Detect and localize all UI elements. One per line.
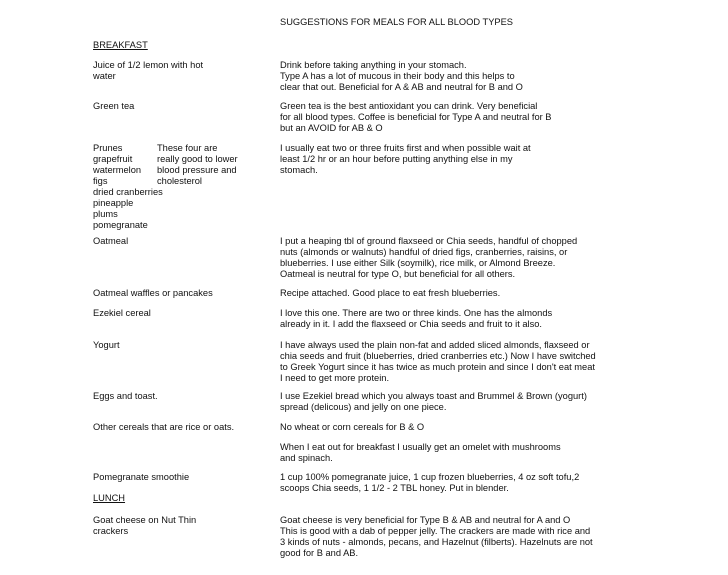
meal-note: and spinach.	[280, 453, 333, 463]
meal-item: water	[93, 71, 116, 81]
fruit-item: plums	[93, 209, 118, 219]
fruit-item: grapefruit	[93, 154, 133, 164]
meal-note: Type A has a lot of mucous in their body and this helps to	[280, 71, 515, 81]
fruit-item: pineapple	[93, 198, 134, 208]
meal-note: but an AVOID for AB & O	[280, 123, 383, 133]
breakfast-heading: BREAKFAST	[93, 40, 148, 50]
meal-note: Drink before taking anything in your stomach.	[280, 60, 467, 70]
meal-note: 1 cup 100% pomegranate juice, 1 cup frozen blueberries, 4 oz soft tofu,2	[280, 472, 580, 482]
meal-note: Green tea is the best antioxidant you can drink. Very beneficial	[280, 101, 538, 111]
meal-item: Eggs and toast.	[93, 391, 158, 401]
meal-note: No wheat or corn cereals for B & O	[280, 422, 425, 432]
meal-note: scoops Chia seeds, 1 1/2 - 2 TBL honey. Put in blender.	[280, 483, 509, 493]
meal-note: spread (delicous) and jelly on one piece.	[280, 402, 447, 412]
meal-note: I need to get more protein.	[280, 373, 390, 383]
document-title: SUGGESTIONS FOR MEALS FOR ALL BLOOD TYPES	[280, 17, 513, 27]
meal-item: Ezekiel cereal	[93, 308, 151, 318]
meal-item: Oatmeal waffles or pancakes	[93, 288, 213, 298]
meal-item: Pomegranate smoothie	[93, 472, 190, 482]
meal-note: I use Ezekiel bread which you always toast and Brummel & Brown (yogurt)	[280, 391, 587, 401]
fruit-item: dried cranberries	[93, 187, 163, 197]
meal-note: I love this one. There are two or three kinds. One has the almonds	[280, 308, 553, 318]
meal-note: I put a heaping tbl of ground flaxseed or Chia seeds, handful of chopped	[280, 236, 578, 246]
meal-note: blueberries. I use either Silk (soymilk), rice milk, or Almond Breeze.	[280, 258, 556, 268]
meal-note: 3 kinds of nuts - almonds, pecans, and Hazelnut (filberts). Hazelnuts are not	[280, 537, 593, 547]
meal-note: This is good with a dab of pepper jelly. The crackers are made with rice and	[280, 526, 591, 536]
fruit-item: watermelon	[93, 165, 142, 175]
fruit-item: figs	[93, 176, 108, 186]
meal-note: for all blood types. Coffee is beneficial for Type A and neutral for B	[280, 112, 552, 122]
meal-item: Juice of 1/2 lemon with hot	[93, 60, 204, 70]
fruit-note: really good to lower	[157, 154, 238, 164]
meal-item: Green tea	[93, 101, 135, 111]
fruit-note: blood pressure and	[157, 165, 237, 175]
meal-note: good for B and AB.	[280, 548, 359, 558]
meal-note: I usually eat two or three fruits first and when possible wait at	[280, 143, 531, 153]
fruit-item: Prunes	[93, 143, 123, 153]
meal-item: Yogurt	[93, 340, 120, 350]
meal-note: clear that out. Beneficial for A & AB and neutral for B and O	[280, 82, 523, 92]
fruit-note: cholesterol	[157, 176, 202, 186]
meal-item: Other cereals that are rice or oats.	[93, 422, 235, 432]
meal-note: already in it. I add the flaxseed or Chia seeds and fruit to it also.	[280, 319, 543, 329]
meal-note: to Greek Yogurt since it has twice as much protein and since I don't eat meat	[280, 362, 595, 372]
meal-item: Oatmeal	[93, 236, 129, 246]
meal-note: I have always used the plain non-fat and added sliced almonds, flaxseed or	[280, 340, 590, 350]
fruit-item: pomegranate	[93, 220, 148, 230]
meal-note: least 1/2 hr or an hour before putting anything else in my	[280, 154, 513, 164]
meal-item: Goat cheese on Nut Thin	[93, 515, 197, 525]
lunch-heading: LUNCH	[93, 493, 126, 503]
meal-note: nuts (almonds or walnuts) handful of dried figs, cranberries, raisins, or	[280, 247, 568, 257]
meal-note: chia seeds and fruit (blueberries, dried cranberries etc.) Now I have switched	[280, 351, 596, 361]
fruit-note: These four are	[157, 143, 218, 153]
meal-note: When I eat out for breakfast I usually get an omelet with mushrooms	[280, 442, 561, 452]
meal-item: crackers	[93, 526, 129, 536]
meal-note: stomach.	[280, 165, 318, 175]
meal-note: Oatmeal is neutral for type O, but beneficial for all others.	[280, 269, 516, 279]
meal-note: Recipe attached. Good place to eat fresh blueberries.	[280, 288, 501, 298]
meal-note: Goat cheese is very beneficial for Type B & AB and neutral for A and O	[280, 515, 571, 525]
